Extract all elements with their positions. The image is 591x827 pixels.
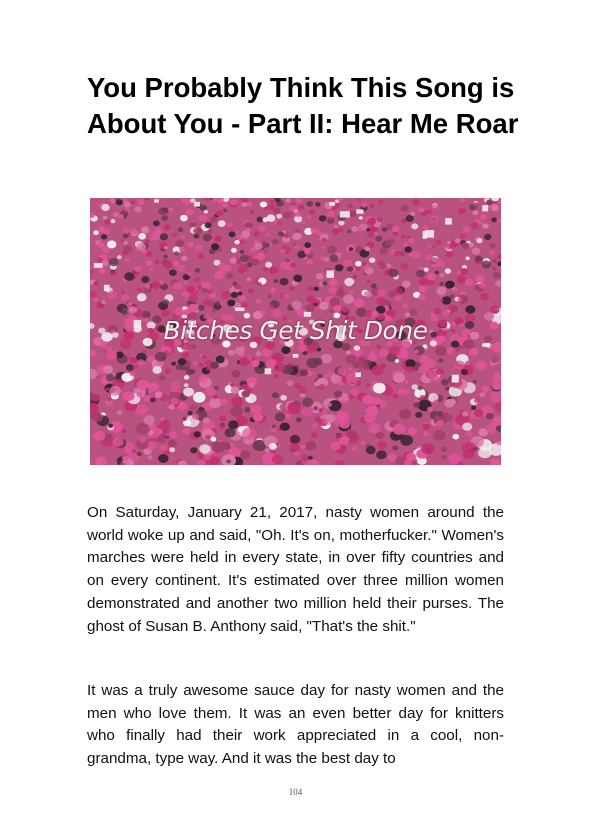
chapter-title: You Probably Think This Song is About You - Part II: Hear Me Roar [87, 72, 519, 139]
paragraph-1: On Saturday, January 21, 2017, nasty women around the world woke up and said, "Oh. It's on, motherfucker." Women's marches were held in every state, in over fifty countries and on every continent. It's estimated over three million women demonstrated and another two million held their purses. The ghost of Susan B. Anthony said, "That's the shit." [87, 504, 504, 635]
crowd-photo [90, 198, 501, 465]
page-number: 104 [288, 787, 303, 797]
paragraph-2: It was a truly awesome sauce day for nasty women and the men who love them. It was an even better day for knitters who finally had their work appreciated in a cool, non-grandma, type way. And it was the best day to [87, 682, 504, 768]
photo-overlay-text: Bitches Get Shit Done [163, 316, 428, 345]
